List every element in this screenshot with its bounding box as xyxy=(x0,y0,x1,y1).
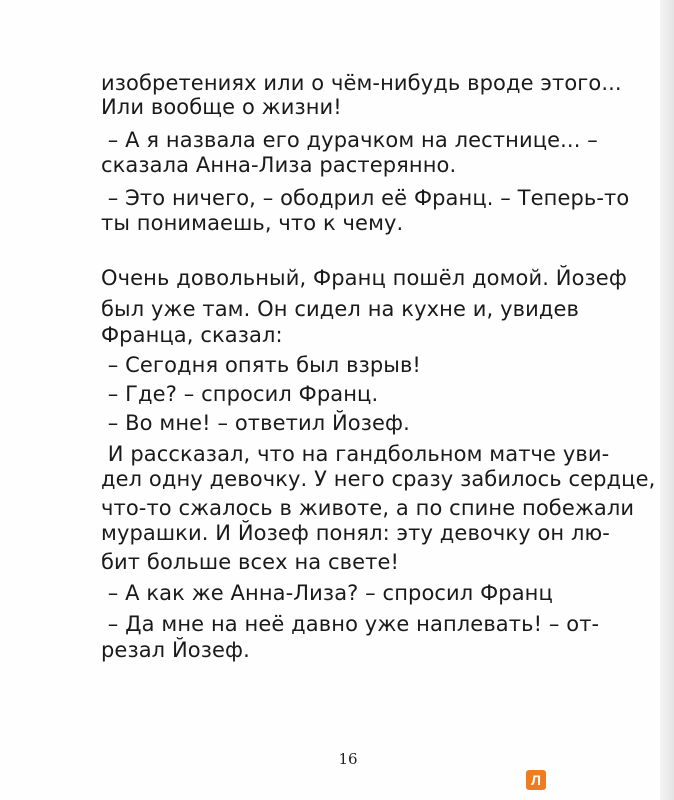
text-line: ты понимаешь, что к чему. xyxy=(101,211,404,235)
page-edge-shadow xyxy=(660,0,674,800)
text-line: был уже там. Он сидел на кухне и, увидев xyxy=(101,297,579,321)
text-line: – Да мне на неё давно уже наплевать! – от- xyxy=(101,612,600,636)
text-line: резал Йозеф. xyxy=(101,638,250,662)
text-line: бит больше всех на свете! xyxy=(101,550,400,574)
text-line: что-то сжалось в животе, а по спине побежали xyxy=(101,496,635,520)
text-line: – А как же Анна-Лиза? – спросил Франц xyxy=(101,581,553,605)
text-line: дел одну девочку. У него сразу забилось сердце, xyxy=(101,467,656,491)
text-line: – Это ничего, – ободрил её Франц. – Теперь-то xyxy=(101,186,630,210)
text-line: – Во мне! – ответил Йозеф. xyxy=(101,411,410,435)
text-line: мурашки. И Йозеф понял: эту девочку он лю- xyxy=(101,521,610,545)
logo-letter: Л xyxy=(531,772,541,788)
text-line: Франца, сказал: xyxy=(101,323,283,347)
text-line: – Где? – спросил Франц. xyxy=(101,382,379,406)
text-line: – Сегодня опять был взрыв! xyxy=(101,353,421,377)
text-line: И рассказал, что на гандбольном матче уви- xyxy=(101,442,610,466)
text-line: Или вообще о жизни! xyxy=(101,95,342,119)
text-line: сказала Анна-Лиза растерянно. xyxy=(101,153,457,177)
publisher-logo-icon xyxy=(526,770,546,790)
text-line: – А я назвала его дурачком на лестнице... – xyxy=(101,128,598,152)
text-line: изобретениях или о чём-нибудь вроде этого... xyxy=(101,71,622,95)
text-line: Очень довольный, Франц пошёл домой. Йозеф xyxy=(101,266,627,290)
page-number: 16 xyxy=(338,750,358,768)
